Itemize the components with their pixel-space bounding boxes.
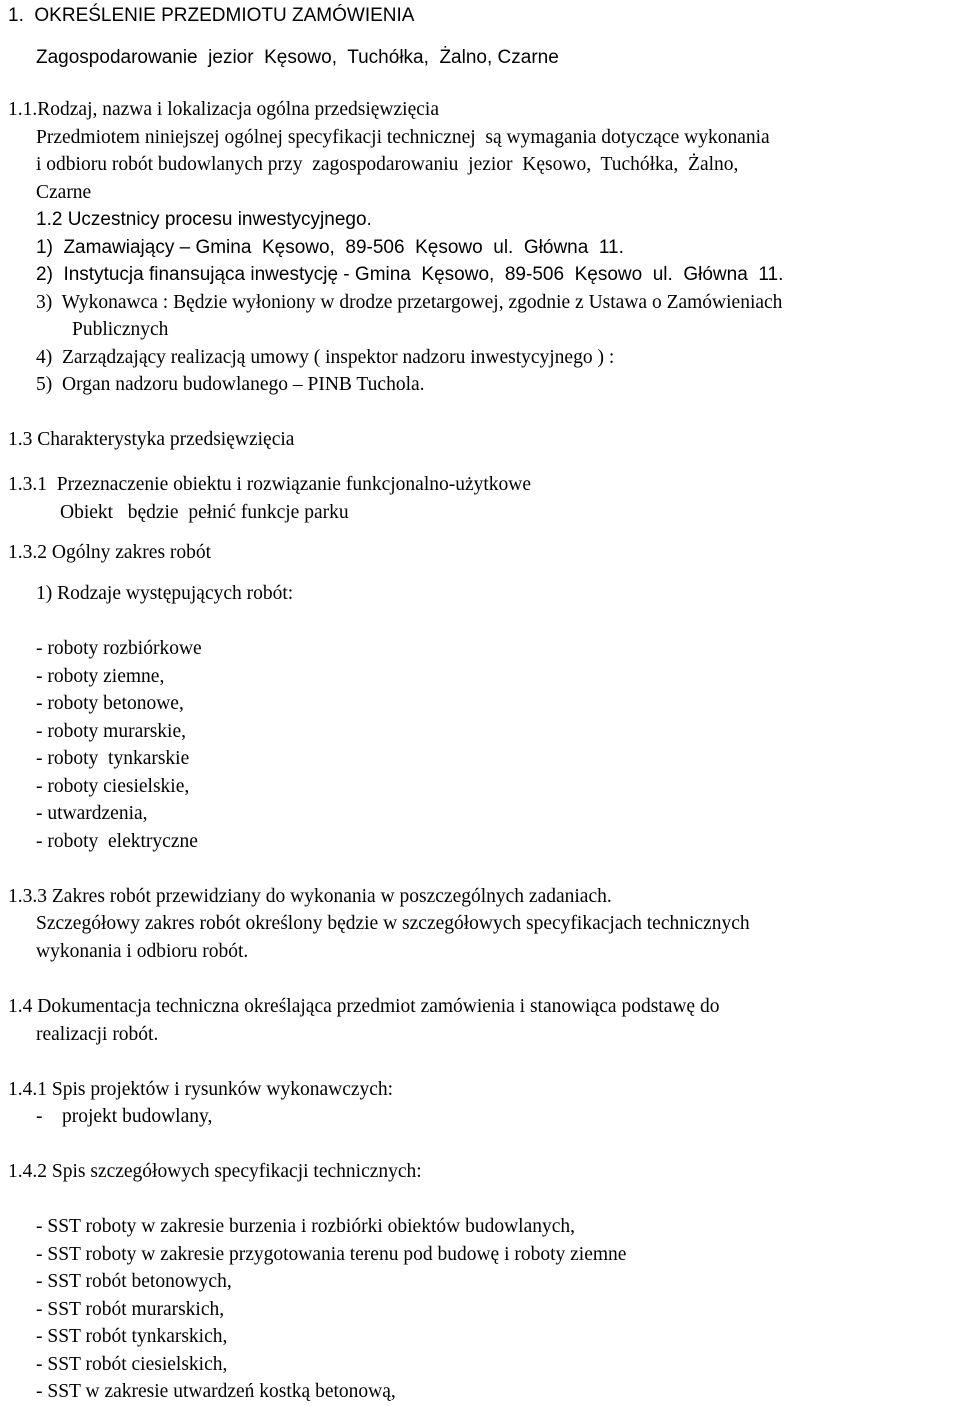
section-1-3-2-subheading: 1) Rodzaje występujących robót:	[36, 583, 294, 604]
section-1-2-heading: 1.2 Uczestnicy procesu inwestycyjnego.	[36, 209, 372, 230]
section-1-3-1-heading: 1.3.1 Przeznaczenie obiektu i rozwiązanie funkcjonalno-użytkowe	[8, 474, 532, 495]
section-1-4-1-heading: 1.4.1 Spis projektów i rysunków wykonawczych:	[8, 1079, 394, 1100]
section-1-4-heading: 1.4 Dokumentacja techniczna określająca przedmiot zamówienia i stanowiąca podstawę do	[8, 996, 720, 1017]
participant-item: 2) Instytucja finansująca inwestycję - Gmina Kęsowo, 89-506 Kęsowo ul. Główna 11.	[36, 264, 784, 285]
section-1-4-heading-cont: realizacji robót.	[36, 1024, 159, 1045]
sst-item: - SST robót murarskich,	[36, 1299, 225, 1320]
work-type-item: - utwardzenia,	[36, 803, 148, 824]
section-1-3-2-heading: 1.3.2 Ogólny zakres robót	[8, 542, 212, 563]
work-type-item: - roboty murarskie,	[36, 721, 187, 742]
work-type-item: - roboty elektryczne	[36, 831, 198, 852]
section-1-1-line: Przedmiotem niniejszej ogólnej specyfikacji technicznej są wymagania dotyczące wykonania	[36, 127, 770, 148]
section-1-3-heading: 1.3 Charakterystyka przedsięwzięcia	[8, 429, 295, 450]
section-1-heading: 1. OKREŚLENIE PRZEDMIOTU ZAMÓWIENIA	[8, 5, 415, 26]
participant-item: 1) Zamawiający – Gmina Kęsowo, 89-506 Kęsowo ul. Główna 11.	[36, 237, 624, 258]
participant-item: 5) Organ nadzoru budowlanego – PINB Tuchola.	[36, 374, 425, 395]
section-1-3-3-line: wykonania i odbioru robót.	[36, 941, 249, 962]
section-1-1-line: Czarne	[36, 182, 92, 203]
sst-item: - SST robót betonowych,	[36, 1271, 232, 1292]
section-1-1-line: i odbioru robót budowlanych przy zagospodarowaniu jezior Kęsowo, Tuchółka, Żalno,	[36, 154, 739, 175]
work-type-item: - roboty ziemne,	[36, 666, 165, 687]
section-1-3-1-text: Obiekt będzie pełnić funkcje parku	[60, 502, 349, 523]
sst-item: - SST roboty w zakresie burzenia i rozbiórki obiektów budowlanych,	[36, 1216, 576, 1237]
section-1-4-2-heading: 1.4.2 Spis szczegółowych specyfikacji technicznych:	[8, 1161, 422, 1182]
work-type-item: - roboty tynkarskie	[36, 748, 190, 769]
sst-item: - SST robót tynkarskich,	[36, 1326, 228, 1347]
section-1-subtitle: Zagospodarowanie jezior Kęsowo, Tuchółka, Żalno, Czarne	[36, 47, 559, 68]
section-1-3-3-line: Szczegółowy zakres robót określony będzie w szczegółowych specyfikacjach technicznych	[36, 913, 750, 934]
section-1-3-3-heading: 1.3.3 Zakres robót przewidziany do wykonania w poszczególnych zadaniach.	[8, 886, 612, 907]
sst-item: - SST robót ciesielskich,	[36, 1354, 228, 1375]
work-type-item: - roboty ciesielskie,	[36, 776, 190, 797]
project-item: - projekt budowlany,	[36, 1106, 213, 1127]
participant-item-cont: Publicznych	[72, 319, 169, 340]
participant-item: 4) Zarządzający realizacją umowy ( inspektor nadzoru inwestycyjnego ) :	[36, 347, 615, 368]
sst-item: - SST roboty w zakresie przygotowania terenu pod budowę i roboty ziemne	[36, 1244, 627, 1265]
participant-item: 3) Wykonawca : Będzie wyłoniony w drodze przetargowej, zgodnie z Ustawa o Zamówieniach	[36, 292, 783, 313]
work-type-item: - roboty betonowe,	[36, 693, 184, 714]
work-type-item: - roboty rozbiórkowe	[36, 638, 202, 659]
sst-item: - SST w zakresie utwardzeń kostką betonową,	[36, 1381, 396, 1402]
section-1-1-heading: 1.1.Rodzaj, nazwa i lokalizacja ogólna przedsięwzięcia	[8, 99, 439, 120]
